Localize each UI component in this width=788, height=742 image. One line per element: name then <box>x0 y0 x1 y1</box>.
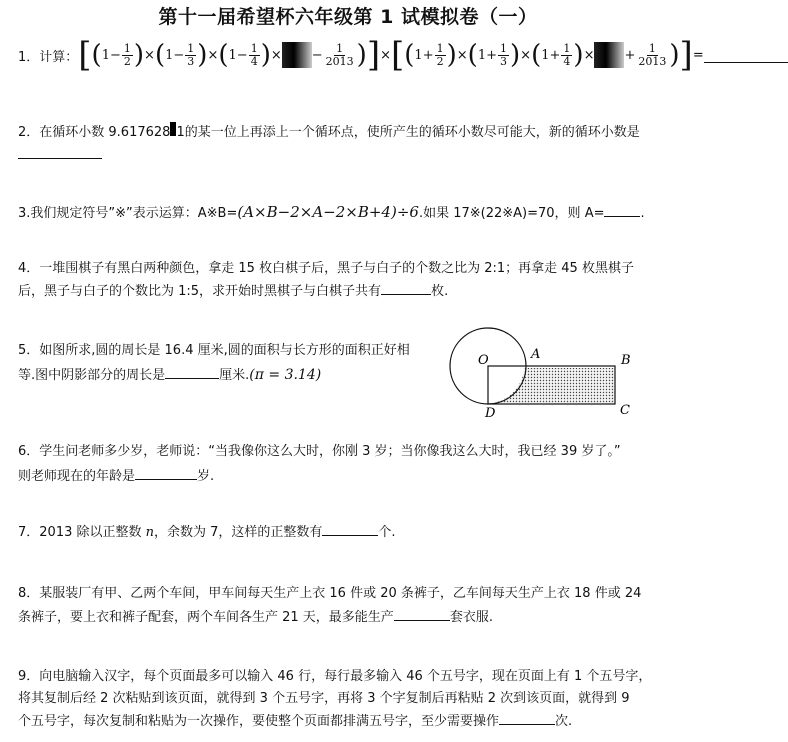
fraction: $\frac{1}{2013}$ <box>638 41 667 68</box>
one: 1 <box>477 47 487 63</box>
question-6-text-a: 则老师现在的年龄是 <box>18 469 136 484</box>
question-3-expression: (A×B−2×A−2×B+4)÷6 <box>237 203 419 221</box>
minus-sign: − <box>236 47 248 63</box>
answer-blank[interactable] <box>322 521 378 536</box>
paren-close: ) <box>510 40 521 70</box>
question-2-digit: 1 <box>176 125 185 140</box>
paren-close: ) <box>260 40 271 70</box>
one: 1 <box>541 47 550 63</box>
paren-close: ) <box>573 40 584 70</box>
label-B: B <box>621 353 631 368</box>
question-5-text-a: 等.图中阴影部分的周长是 <box>18 368 166 383</box>
question-6-line-1: 6．学生问老师多少岁，老师说：“当我像你这么大时，你刚 3 岁；当你像我这么大时，我已经 39 岁了。” <box>18 444 621 459</box>
question-8-text-a: 条裤子，要上衣和裤子配套，两个车间各生产 21 天，最多能生产 <box>18 610 394 625</box>
fraction: $\frac{1}{4}$ <box>563 41 571 68</box>
plus-sign: + <box>486 47 498 63</box>
pi-value: (π = 3.14) <box>249 367 322 383</box>
paren-open: ( <box>218 40 229 70</box>
question-4-line-1: 4．一堆围棋子有黑白两种颜色，拿走 15 枚白棋子后，黑子与白子的个数之比为 2:1；再拿走 45 枚黑棋子 <box>18 261 634 276</box>
answer-blank[interactable] <box>18 144 102 159</box>
question-3-end: . <box>640 206 645 221</box>
label-A: A <box>531 347 541 362</box>
times-sign: × <box>144 47 155 63</box>
paren-open: ( <box>91 40 102 70</box>
one: 1 <box>165 47 174 63</box>
paren-close: ) <box>133 40 145 70</box>
question-7-text-b: ，余数为 7，这样的正整数有 <box>154 525 323 540</box>
plus-sign: + <box>422 47 434 63</box>
paren-close: ) <box>669 40 680 70</box>
fraction: $\frac{1}{2}$ <box>123 41 131 68</box>
circle-rectangle-figure <box>440 322 640 422</box>
times-sign: × <box>380 47 391 63</box>
bracket-close: ] <box>366 35 381 75</box>
question-8-line-1: 8．某服装厂有甲、乙两个车间，甲车间每天生产上衣 16 件或 20 条裤子，乙车间每天生产上衣 18 件或 24 <box>18 586 642 601</box>
times-sign: × <box>456 47 468 63</box>
bracket-open: [ <box>391 35 405 75</box>
times-sign: × <box>520 47 532 63</box>
fraction: $\frac{1}{2013}$ <box>325 41 354 68</box>
answer-blank[interactable] <box>604 202 640 217</box>
minus-sign: − <box>109 47 121 63</box>
page-title: 第十一届希望杯六年级第 1 试模拟卷（一） <box>158 6 538 28</box>
question-5-text-b: 厘米. <box>219 368 250 383</box>
question-9-text-a: 个五号字，每次复制和粘贴为一次操作，要使整个页面都排满五号字，至少需要操作 <box>18 714 500 729</box>
question-4-text-a: 后，黑子与白子的个数比为 1:5，求开始时黑棋子与白棋子共有 <box>18 284 382 299</box>
answer-blank[interactable] <box>394 606 450 621</box>
question-3-text-b: .如果 17※(22※A)=70，则 A= <box>418 206 605 221</box>
times-sign: × <box>583 47 595 63</box>
question-1-number: 1．计算： <box>18 49 79 65</box>
minus-sign: − <box>311 47 323 63</box>
answer-blank[interactable] <box>165 364 219 379</box>
question-4-text-b: 枚. <box>431 284 449 299</box>
fraction: $\frac{1}{3}$ <box>500 41 508 68</box>
question-7-text-c: 个. <box>378 525 396 540</box>
answer-blank[interactable] <box>381 280 431 295</box>
minus-sign: − <box>173 47 185 63</box>
plus-sign: + <box>624 47 636 63</box>
question-2-text-a: 2．在循环小数 9.617628 <box>18 125 171 140</box>
fraction: $\frac{1}{2}$ <box>436 41 444 68</box>
question-4-line-2 <box>18 280 448 303</box>
question-8-text-b: 套衣服. <box>449 610 493 625</box>
question-5-line-1: 5．如图所求,圆的周长是 16.4 厘米,圆的面积与长方形的面积正好相 <box>18 343 410 358</box>
paren-close: ) <box>356 40 367 70</box>
bracket-close: ] <box>679 35 693 75</box>
redaction-mark <box>282 42 312 68</box>
question-1 <box>18 35 788 75</box>
fraction: $\frac{1}{3}$ <box>187 41 195 68</box>
answer-blank[interactable] <box>135 465 197 480</box>
label-D: D <box>485 406 496 421</box>
label-O: O <box>478 353 489 368</box>
answer-blank[interactable] <box>704 48 788 63</box>
question-7-variable: n <box>145 525 154 540</box>
paren-open: ( <box>531 40 542 70</box>
paren-close: ) <box>446 40 457 70</box>
question-2 <box>18 122 640 144</box>
label-C: C <box>620 403 630 418</box>
bracket-open: [ <box>78 35 92 75</box>
question-9-line-1: 9．向电脑输入汉字，每个页面最多可以输入 46 行，每行最多输入 46 个五号字，现在页面上有 1 个五号字， <box>18 669 652 684</box>
paren-close: ) <box>197 40 208 70</box>
question-6-line-2 <box>18 465 214 488</box>
question-2-text-b: 的某一位上再添上一个循环点，使所产生的循环小数尽可能大，新的循环小数是 <box>184 125 640 140</box>
plus-sign: + <box>549 47 561 63</box>
fraction: $\frac{1}{4}$ <box>250 41 258 68</box>
question-7-text-a: 7．2013 除以正整数 <box>18 525 146 540</box>
question-9-line-3 <box>18 710 572 733</box>
question-5-line-2 <box>18 364 321 387</box>
paren-open: ( <box>404 40 415 70</box>
question-7 <box>18 521 396 544</box>
redaction-mark <box>594 42 624 68</box>
paren-open: ( <box>154 40 166 70</box>
question-8-line-2 <box>18 606 493 629</box>
one: 1 <box>101 47 110 63</box>
times-sign: × <box>270 47 282 63</box>
times-sign: × <box>207 47 219 63</box>
question-6-text-b: 岁. <box>197 469 215 484</box>
question-9-text-b: 次. <box>555 714 573 729</box>
question-3-text-a: 3.我们规定符号”※”表示运算：A※B= <box>18 206 238 221</box>
question-2-answer-line <box>18 144 102 167</box>
equals-sign: = <box>692 47 704 63</box>
one: 1 <box>228 47 237 63</box>
one: 1 <box>414 47 423 63</box>
question-3 <box>18 201 645 225</box>
answer-blank[interactable] <box>499 710 555 725</box>
question-9-line-2: 将其复制后经 2 次粘贴到该页面，就得到 3 个五号字，再将 3 个字复制后再粘贴 2 次到该页面，就得到 9 <box>18 691 630 706</box>
paren-open: ( <box>467 40 478 70</box>
